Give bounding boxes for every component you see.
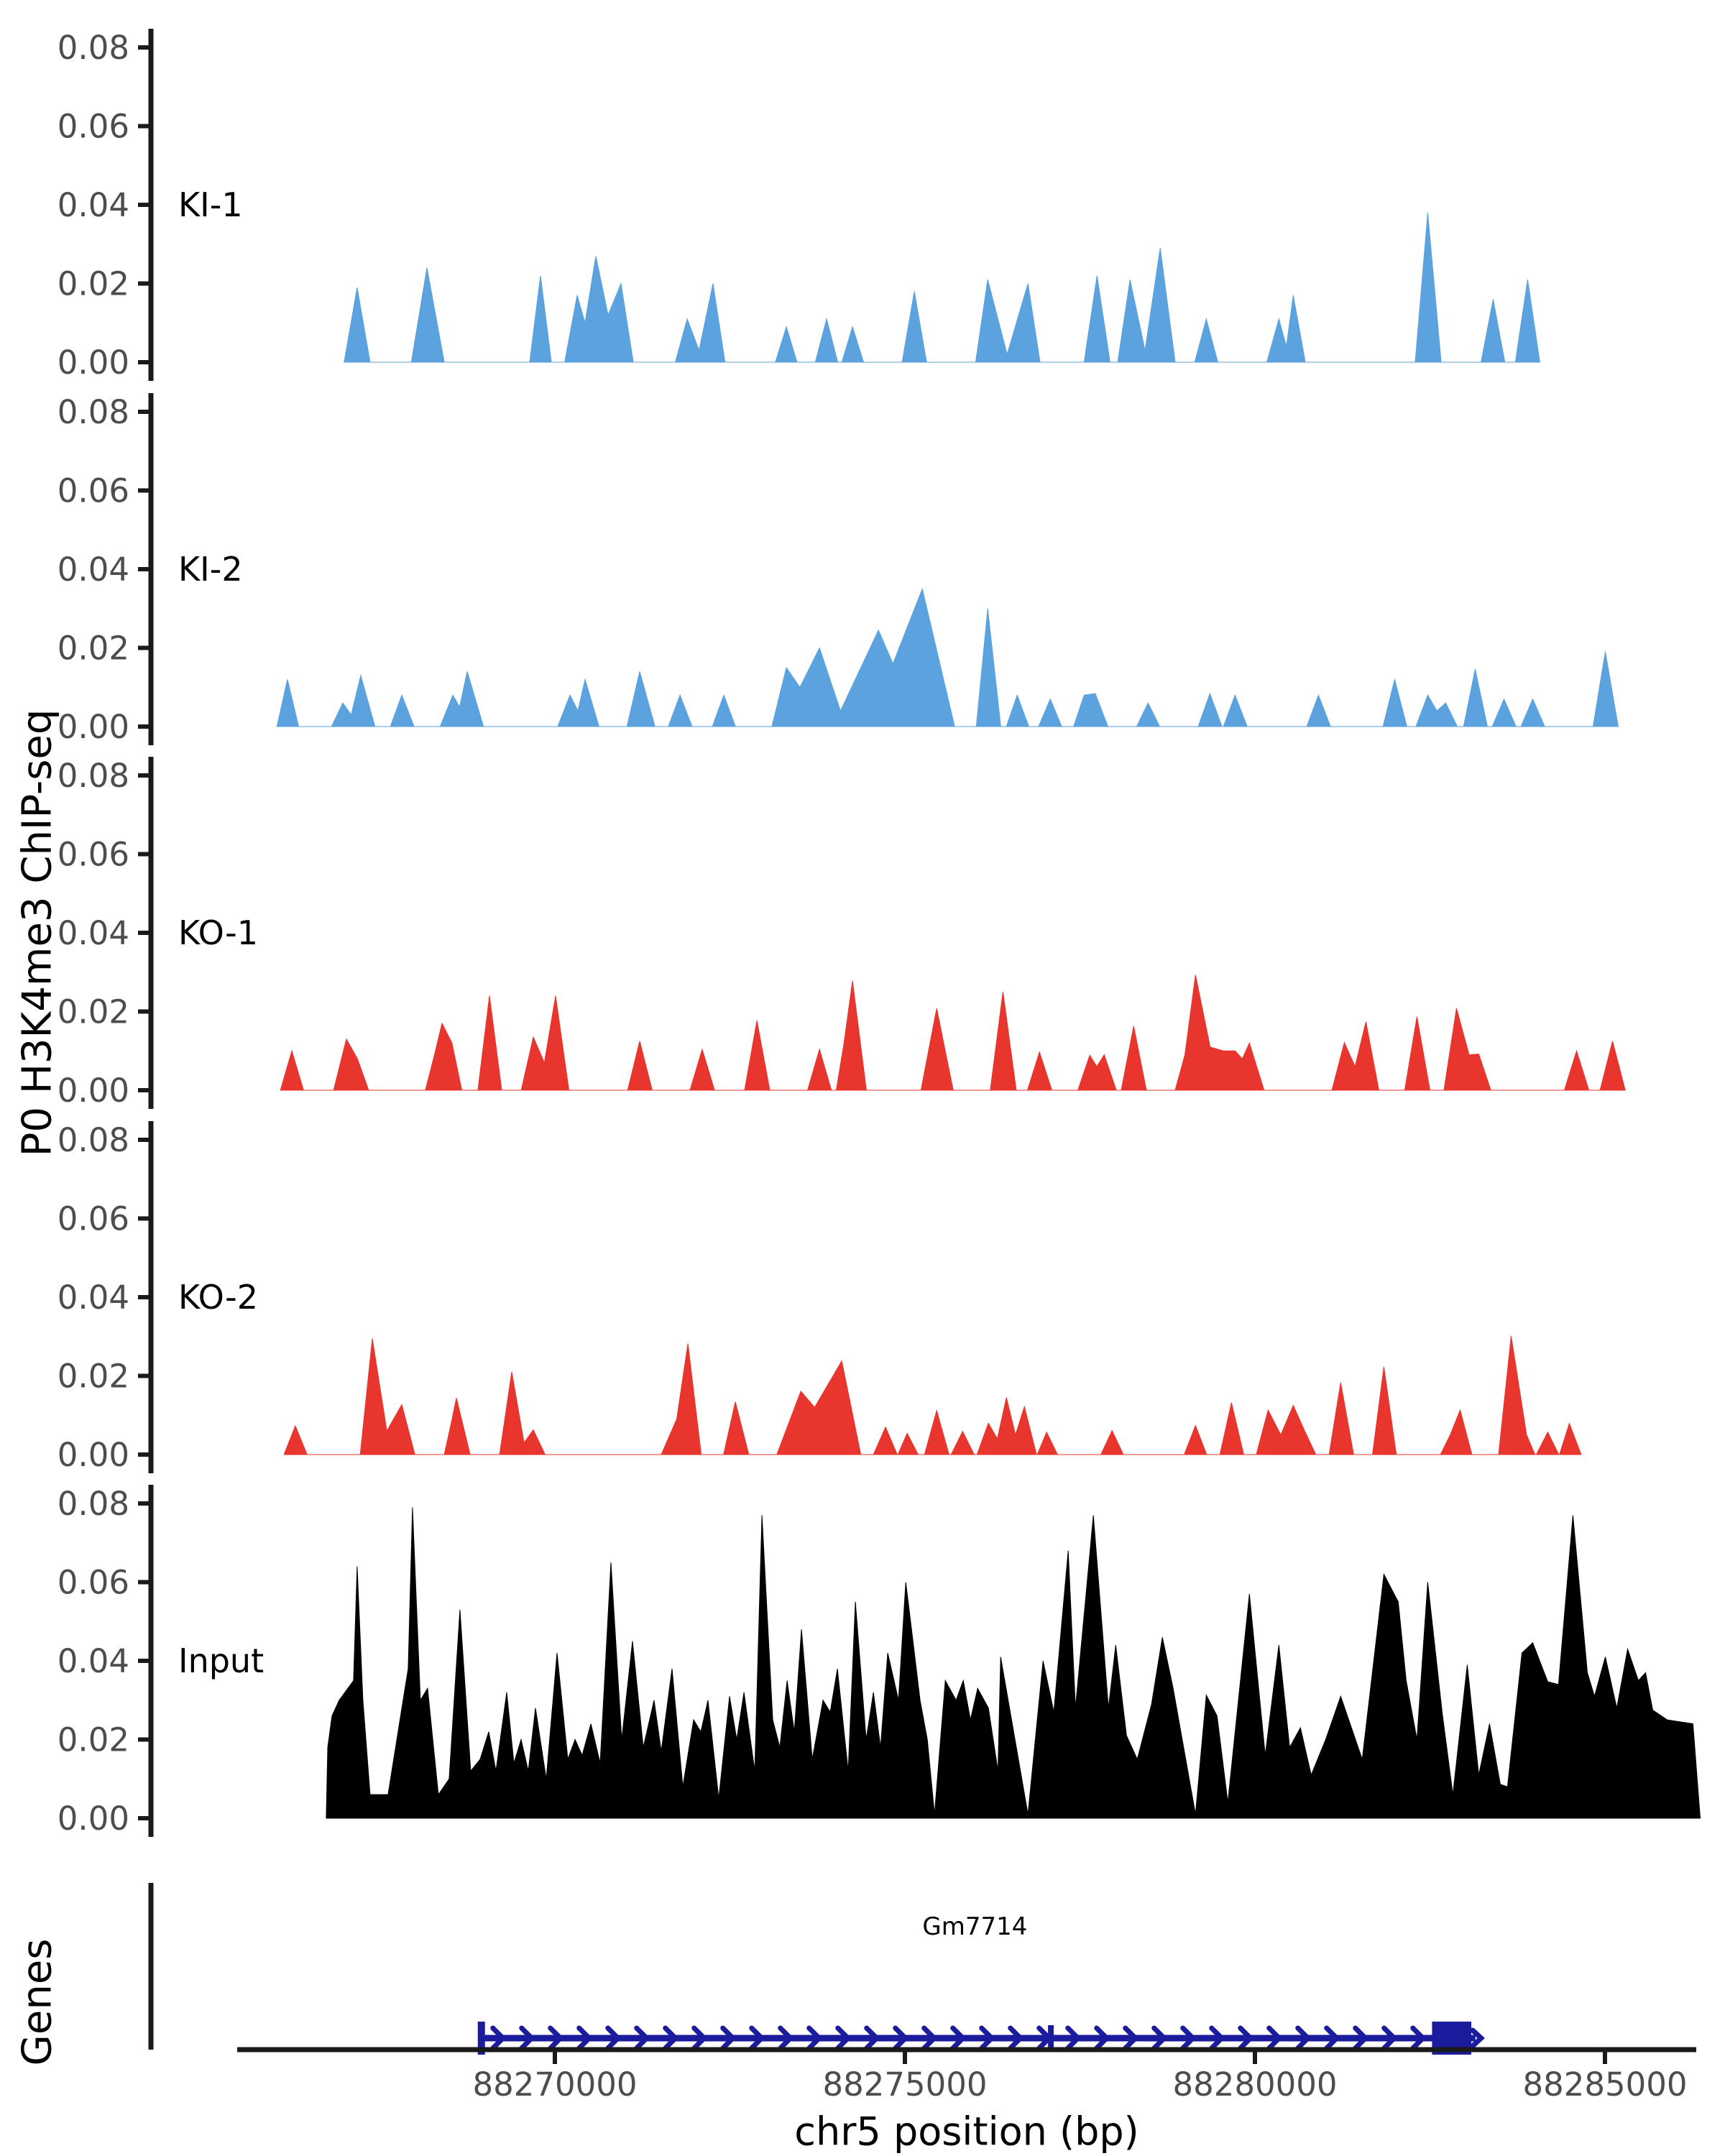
track-panel-KI-2 [0, 386, 1725, 748]
y-tick-label: 0.02 [57, 264, 129, 303]
track-panel-KO-2 [0, 1114, 1725, 1476]
y-tick-label: 0.00 [57, 1435, 129, 1474]
y-tick-label: 0.04 [57, 1278, 129, 1317]
genes-and-xaxis-panel [0, 1840, 1725, 2156]
y-tick-label: 0.02 [57, 1720, 129, 1759]
gene-name-label: Gm7714 [922, 1912, 1028, 1941]
track-label-KI-1: KI-1 [178, 185, 243, 224]
y-tick-label: 0.00 [57, 707, 129, 746]
x-tick-label: 88285000 [1522, 2065, 1688, 2104]
y-tick-label: 0.00 [57, 344, 129, 382]
y-tick-label: 0.06 [57, 107, 129, 146]
x-tick-label: 88275000 [822, 2065, 988, 2104]
y-tick-label: 0.06 [57, 1199, 129, 1238]
y-tick-label: 0.08 [57, 1485, 129, 1523]
x-tick-label: 88270000 [472, 2065, 638, 2104]
y-tick-label: 0.02 [57, 629, 129, 667]
track-label-KO-1: KO-1 [178, 913, 259, 952]
y-tick-label: 0.08 [57, 757, 129, 795]
signal-area-KO-2 [284, 1336, 1581, 1455]
genes-axis-title: Genes [14, 1938, 61, 2066]
track-panel-KI-1 [0, 22, 1725, 384]
y-tick-label: 0.06 [57, 1563, 129, 1602]
track-label-KO-2: KO-2 [178, 1277, 259, 1317]
y-tick-label: 0.04 [57, 186, 129, 224]
y-axis-title: P0 H3K4me3 ChIP-seq [14, 709, 61, 1157]
y-tick-label: 0.08 [57, 29, 129, 67]
signal-area-Input [326, 1508, 1701, 1819]
track-panel-Input [0, 1478, 1725, 1840]
y-tick-label: 0.08 [57, 1120, 129, 1159]
y-tick-label: 0.04 [57, 914, 129, 952]
track-label-Input: Input [178, 1641, 264, 1680]
signal-area-KI-2 [277, 589, 1618, 727]
track-panel-KO-1 [0, 750, 1725, 1112]
y-tick-label: 0.04 [57, 550, 129, 589]
y-tick-label: 0.00 [57, 1800, 129, 1838]
y-tick-label: 0.02 [57, 1357, 129, 1395]
y-tick-label: 0.02 [57, 992, 129, 1031]
y-tick-label: 0.06 [57, 835, 129, 874]
x-axis-title: chr5 position (bp) [794, 2109, 1139, 2155]
x-tick-label: 88280000 [1172, 2065, 1338, 2104]
signal-area-KI-1 [344, 213, 1540, 362]
signal-area-KO-1 [280, 975, 1625, 1090]
y-tick-label: 0.08 [57, 392, 129, 431]
y-tick-label: 0.00 [57, 1072, 129, 1110]
track-label-KI-2: KI-2 [178, 549, 243, 589]
y-tick-label: 0.06 [57, 471, 129, 510]
y-tick-label: 0.04 [57, 1642, 129, 1680]
